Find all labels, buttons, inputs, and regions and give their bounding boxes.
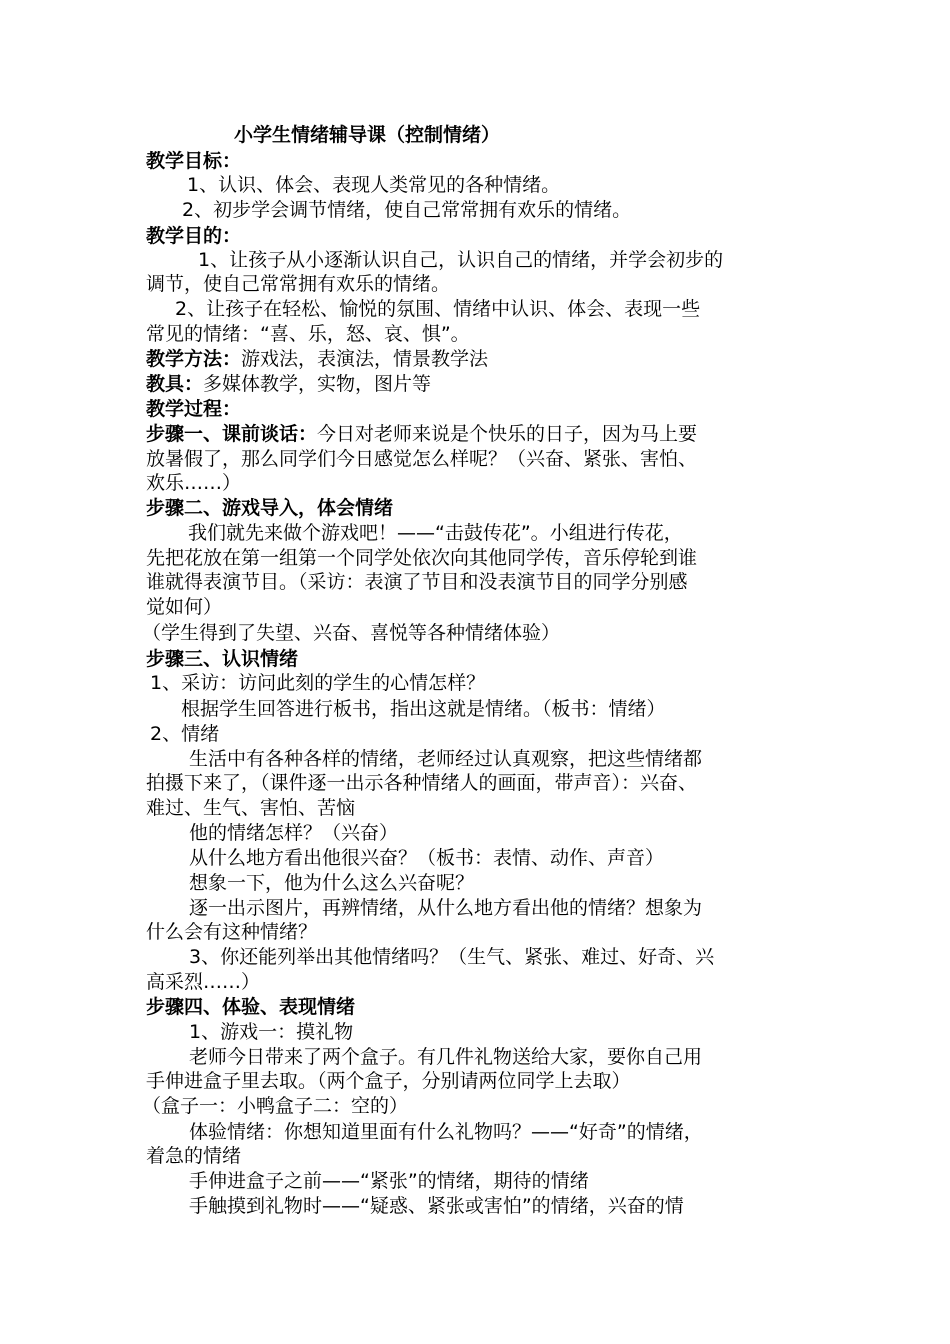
methods-line [146,347,488,371]
step-one-text: 今日对老师来说是个快乐的日子，因为马上要 [317,423,698,445]
heading-step-two: 步骤二、游戏导入，体会情绪 [146,497,394,519]
paragraph-line: 1、游戏一：摸礼物 [189,1021,354,1043]
paragraph-line: 1、认识、体会、表现人类常见的各种情绪。 [187,174,561,196]
paragraph-line: 2、初步学会调节情绪，使自己常常拥有欢乐的情绪。 [182,199,632,221]
heading-goals: 教学目标： [146,150,242,172]
paragraph-line: 从什么地方看出他很兴奋？（板书：表情、动作、声音） [189,847,665,869]
heading-step-three: 步骤三、认识情绪 [146,648,299,670]
paragraph-line: 谁就得表演节目。（采访：表演了节目和没表演节目的同学分别感 [146,571,688,593]
paragraph-line: 1、采访：访问此刻的学生的心情怎样？ [150,672,486,694]
paragraph-line: 放暑假了，那么同学们今日感觉怎么样呢？（兴奋、紧张、害怕、 [146,448,698,470]
paragraph-line: 欢乐……） [146,472,242,494]
paragraph-line: 生活中有各种各样的情绪，老师经过认真观察，把这些情绪都 [189,748,703,770]
heading-purpose: 教学目的： [146,225,242,247]
tools-text: 多媒体教学，实物，图片等 [203,373,432,395]
paragraph-line: 3、你还能列举出其他情绪吗？（生气、紧张、难过、好奇、兴 [189,946,715,968]
paragraph-line: 什么会有这种情绪？ [146,921,318,943]
paragraph-line: 拍摄下来了，（课件逐一出示各种情绪人的画面，带声音）：兴奋、 [146,772,698,794]
paragraph-line: 高采烈……） [146,971,261,993]
step-one-line [146,422,697,446]
paragraph-line: 先把花放在第一组第一个同学处依次向其他同学传，音乐停轮到谁 [146,547,698,569]
methods-label: 教学方法： [146,348,242,370]
document-title: 小学生情绪辅导课（控制情绪） [234,124,501,146]
tools-label: 教具： [146,373,204,395]
paragraph-line: 手伸进盒子之前——“紧张”的情绪，期待的情绪 [189,1170,589,1192]
paragraph-line: 常见的情绪：“喜、乐，怒、哀、惧”。 [146,323,470,345]
paragraph-line: 2、让孩子在轻松、愉悦的氛围、情绪中认识、体会、表现一些 [175,298,701,320]
paragraph-line: 难过、生气、害怕、苦恼 [146,797,356,819]
paragraph-line: （学生得到了失望、兴奋、喜悦等各种情绪体验） [142,622,561,644]
paragraph-line: 体验情绪：你想知道里面有什么礼物吗？——“好奇”的情绪， [189,1121,703,1143]
paragraph-line: 逐一出示图片，再辨情绪，从什么地方看出他的情绪？想象为 [189,897,703,919]
tools-line [146,372,431,396]
paragraph-line: （盒子一：小鸭盒子二：空的） [142,1095,409,1117]
paragraph-line: 着急的情绪 [146,1145,242,1167]
paragraph-line: 手触摸到礼物时——“疑惑、紧张或害怕”的情绪，兴奋的情 [189,1195,684,1217]
paragraph-line: 手伸进盒子里去取。（两个盒子，分别请两位同学上去取） [146,1070,631,1092]
paragraph-line: 2、情绪 [150,723,220,745]
paragraph-line: 老师今日带来了两个盒子。有几件礼物送给大家，要你自己用 [189,1046,703,1068]
paragraph-line: 调节，使自己常常拥有欢乐的情绪。 [146,273,451,295]
step-one-label: 步骤一、课前谈话： [146,423,318,445]
methods-text: 游戏法，表演法，情景教学法 [241,348,489,370]
paragraph-line: 根据学生回答进行板书，指出这就是情绪。（板书：情绪） [181,698,666,720]
paragraph-line: 他的情绪怎样？（兴奋） [189,822,399,844]
heading-step-four: 步骤四、体验、表现情绪 [146,996,356,1018]
paragraph-line: 想象一下，他为什么这么兴奋呢？ [189,872,475,894]
paragraph-line: 1、让孩子从小逐渐认识自己，认识自己的情绪，并学会初步的 [198,249,724,271]
paragraph-line: 我们就先来做个游戏吧！——“击鼓传花”。小组进行传花， [188,522,683,544]
paragraph-line: 觉如何） [146,596,223,618]
heading-process: 教学过程： [146,398,242,420]
